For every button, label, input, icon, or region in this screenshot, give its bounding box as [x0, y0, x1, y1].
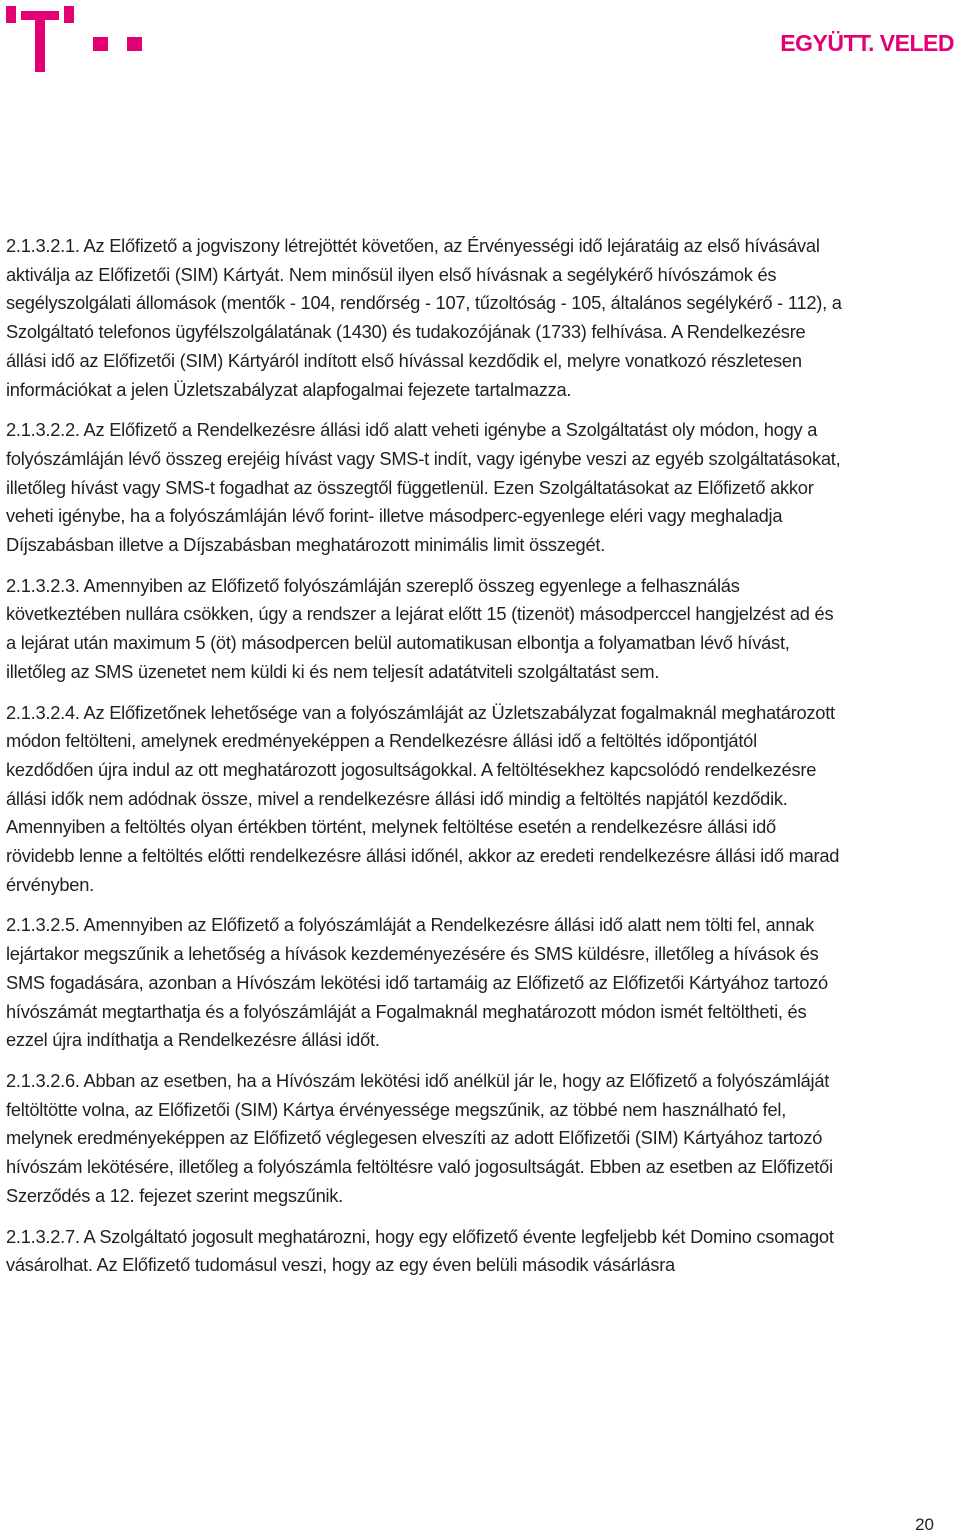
document-body: [6, 232, 846, 1292]
paragraph-2-1-3-2-4: 2.1.3.2.4. Az Előfizetőnek lehetősége van a folyószámláját az Üzletszabályzat fogalmaknál meghatározott módon feltölteni, amelynek eredményeképpen a Rendelkezésre állási idő a feltöltés időpontjától kezdődően újra indul az ott meghatározott jogosultságokkal. A feltöltésekhez kapcsolódó rendelkezésre állási idők nem adódnak össze, mivel a rendelkezésre állási idő mindig a feltöltés napjától kezdődik. Amennyiben a feltöltés olyan értékben történt, melynek feltöltése esetén a rendelkezésre állási idő rövidebb lenne a feltöltés előtti rendelkezésre állási időnél, akkor az eredeti rendelkezésre állási idő marad érvényben.: [6, 701, 840, 895]
paragraph-2-1-3-2-6: 2.1.3.2.6. Abban az esetben, ha a Hívószám lekötési idő anélkül jár le, hogy az Előfizető a folyószámláját feltöltötte volna, az Előfizetői (SIM) Kártya érvényessége megszűnik, az többé nem használható fel, melynek eredményeképpen az Előfizető véglegesen elveszíti az adott Előfizetői (SIM) Kártyához tartozó hívószám lekötésére, illetőleg a folyószámla feltöltésre való jogosultságát. Ebben az esetben az Előfizetői Szerződés a 12. fejezet szerint megszűnik.: [6, 1069, 833, 1206]
slogan: EGYÜTT. VELED: [780, 30, 954, 56]
paragraph-2-1-3-2-2: 2.1.3.2.2. Az Előfizető a Rendelkezésre állási idő alatt veheti igénybe a Szolgáltatást oly módon, hogy a folyószámláján lévő összeg erejéig hívást vagy SMS-t indít, vagy igénybe veszi az egyéb szolgáltatásokat, illetőleg hívást vagy SMS-t fogadhat az összegtől függetlenül. Ezen Szolgáltatásokat az Előfizető akkor veheti igénybe, ha a folyószámláján lévő forint- illetve másodperc-egyenlege eléri vagy meghaladja Díjszabásban illetve a Díjszabásban meghatározott minimális limit összegét.: [6, 419, 841, 556]
page-number: 20: [915, 1515, 934, 1534]
paragraph-2-1-3-2-3: 2.1.3.2.3. Amennyiben az Előfizető folyószámláján szereplő összeg egyenlege a felhasználás következtében nullára csökken, úgy a rendszer a lejárat előtt 15 (tizenöt) másodperccel hangjelzést ad és a lejárat után maximum 5 (öt) másodpercen belül automatikusan elbontja a folyamatban lévő hívást, illetőleg az SMS üzenetet nem küldi ki és nem teljesít adatátviteli szolgáltatást sem.: [6, 574, 834, 682]
paragraph-2-1-3-2-5: 2.1.3.2.5. Amennyiben az Előfizető a folyószámláját a Rendelkezésre állási idő alatt nem tölti fel, annak lejártakor megszűnik a lehetőség a hívások kezdeményezésére és SMS küldésre, illetőleg a hívások és SMS fogadására, azonban a Hívószám lekötési idő tartamáig az Előfizető az Előfizetői Kártyához tartozó hívószámát megtarthatja és a folyószámláját a Fogalmaknál meghatározott módon ismét feltöltheti, és ezzel újra indíthatja a Rendelkezésre állási időt.: [6, 914, 828, 1051]
paragraph-2-1-3-2-1: 2.1.3.2.1. Az Előfizető a jogviszony létrejöttét követően, az Érvényességi idő lejáratáig az első hívásával aktiválja az Előfizetői (SIM) Kártyát. Nem minősül ilyen első hívásnak a segélykérő hívószámok és segélyszolgálati állomások (mentők - 104, rendőrség - 107, tűzoltóság - 105, általános segélykérő - 112), a Szolgáltató telefonos ügyfélszolgálatának (1430) és tudakozójának (1733) felhívása. A Rendelkezésre állási idő az Előfizetői (SIM) Kártyáról indított első hívással kezdődik el, melyre vonatkozó részletesen információkat a jelen Üzletszabályzat alapfogalmai fejezete tartalmazza.: [6, 235, 842, 400]
telekom-logo: [6, 6, 146, 76]
paragraph-2-1-3-2-7: 2.1.3.2.7. A Szolgáltató jogosult meghatározni, hogy egy előfizető évente legfeljebb két Domino csomagot vásárolhat. Az Előfizető tudomásul veszi, hogy az egy éven belüli második vásárlásra: [6, 1225, 834, 1276]
telekom-t-logo-icon: [6, 6, 146, 76]
